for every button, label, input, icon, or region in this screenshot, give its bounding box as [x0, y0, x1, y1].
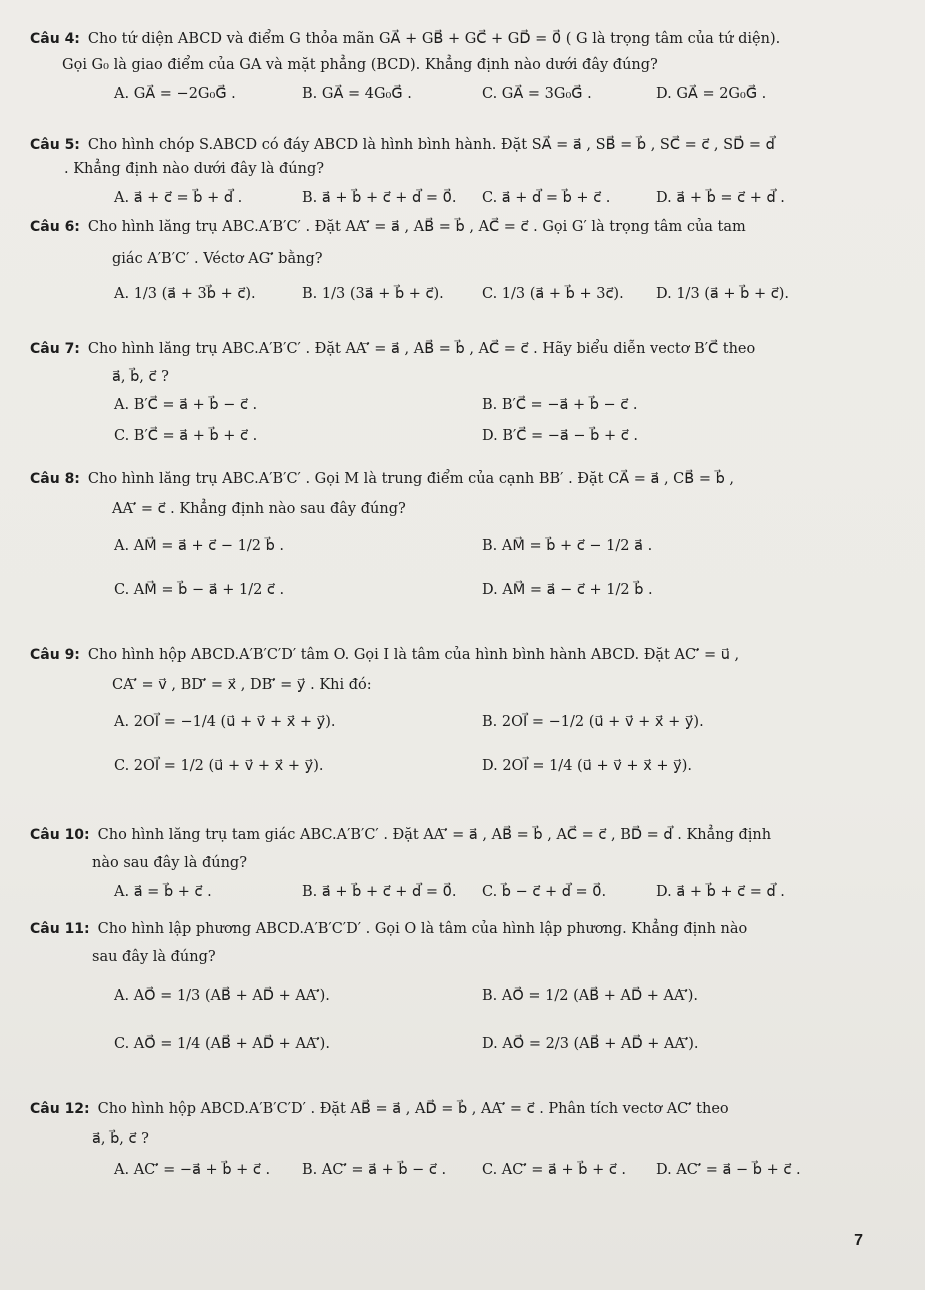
question-11: [30, 920, 897, 1057]
option-a[interactable]: A. AO⃗ = 1/3 (AB⃗ + AD⃗ + AA′⃗).: [114, 988, 330, 1005]
question-label: Câu 12:: [30, 1101, 90, 1117]
option-c[interactable]: C. 2OI⃗ = 1/2 (u⃗ + v⃗ + x⃗ + y⃗).: [114, 758, 324, 775]
option-d[interactable]: D. AO⃗ = 2/3 (AB⃗ + AD⃗ + AA′⃗).: [482, 1036, 699, 1053]
option-d[interactable]: D. AC′⃗ = a⃗ − b⃗ + c⃗ .: [656, 1162, 801, 1179]
question-stem: Cho hình lập phương ABCD.A′B′C′D′ . Gọi O là tâm của hình lập phương. Khẳng định nào: [97, 921, 748, 937]
option-b[interactable]: B. 1/3 (3a⃗ + b⃗ + c⃗).: [302, 286, 444, 303]
question-label: Câu 10:: [30, 827, 90, 843]
question-stem-continued: a⃗, b⃗, c⃗ ?: [92, 1130, 149, 1147]
option-b[interactable]: B. 2OI⃗ = −1/2 (u⃗ + v⃗ + x⃗ + y⃗).: [482, 714, 704, 731]
question-stem-continued: AA′⃗ = c⃗ . Khẳng định nào sau đây đúng?: [112, 500, 406, 517]
option-b[interactable]: B. AM⃗ = b⃗ + c⃗ − 1/2 a⃗ .: [482, 538, 653, 555]
question-stem-continued: . Khẳng định nào dưới đây là đúng?: [64, 160, 325, 177]
option-b[interactable]: B. a⃗ + b⃗ + c⃗ + d⃗ = 0⃗.: [302, 884, 457, 901]
option-c[interactable]: C. AC′⃗ = a⃗ + b⃗ + c⃗ .: [482, 1162, 627, 1179]
question-4: [30, 30, 897, 107]
option-b[interactable]: B. AO⃗ = 1/2 (AB⃗ + AD⃗ + AA′⃗).: [482, 988, 699, 1005]
option-d[interactable]: D. a⃗ + b⃗ + c⃗ = d⃗ .: [656, 884, 785, 901]
question-7: [30, 340, 897, 449]
option-b[interactable]: B. B′C⃗ = −a⃗ + b⃗ − c⃗ .: [482, 397, 638, 414]
question-stem: Cho hình lăng trụ ABC.A′B′C′ . Đặt AA′⃗ = a⃗ , AB⃗ = b⃗ , AC⃗ = c⃗ . Hãy biểu diễn vectơ B′C⃗ theo: [87, 341, 756, 357]
option-d[interactable]: D. 2OI⃗ = 1/4 (u⃗ + v⃗ + x⃗ + y⃗).: [482, 758, 692, 775]
option-c[interactable]: C. AM⃗ = b⃗ − a⃗ + 1/2 c⃗ .: [114, 582, 285, 599]
option-c[interactable]: C. AO⃗ = 1/4 (AB⃗ + AD⃗ + AA′⃗).: [114, 1036, 330, 1053]
option-b[interactable]: B. AC′⃗ = a⃗ + b⃗ − c⃗ .: [302, 1162, 447, 1179]
question-label: Câu 8:: [30, 471, 80, 487]
question-stem: Cho hình chóp S.ABCD có đáy ABCD là hình bình hành. Đặt SA⃗ = a⃗ , SB⃗ = b⃗ , SC⃗ = c⃗ , SD⃗ = d⃗: [87, 137, 775, 153]
question-stem: Cho hình lăng trụ ABC.A′B′C′ . Gọi M là trung điểm của cạnh BB′ . Đặt CA⃗ = a⃗ , CB⃗ = b⃗ ,: [87, 471, 735, 487]
question-stem: Cho tứ diện ABCD và điểm G thỏa mãn GA⃗ + GB⃗ + GC⃗ + GD⃗ = 0⃗ ( G là trọng tâm của tứ diện).: [87, 31, 781, 47]
question-stem: Cho hình hộp ABCD.A′B′C′D′ tâm O. Gọi I là tâm của hình bình hành ABCD. Đặt AC′⃗ = u⃗ ,: [87, 647, 740, 663]
question-6: [30, 218, 897, 307]
question-label: Câu 9:: [30, 647, 80, 663]
option-a[interactable]: A. AC′⃗ = −a⃗ + b⃗ + c⃗ .: [114, 1162, 271, 1179]
question-9: [30, 646, 897, 779]
question-5: [30, 136, 897, 211]
question-stem-continued: sau đây là đúng?: [92, 948, 216, 965]
question-stem-continued: nào sau đây là đúng?: [92, 854, 247, 871]
option-c[interactable]: C. a⃗ + d⃗ = b⃗ + c⃗ .: [482, 190, 611, 207]
option-b[interactable]: B. a⃗ + b⃗ + c⃗ + d⃗ = 0⃗.: [302, 190, 457, 207]
page-number: 7: [854, 1232, 863, 1249]
question-label: Câu 5:: [30, 137, 80, 153]
option-d[interactable]: D. B′C⃗ = −a⃗ − b⃗ + c⃗ .: [482, 428, 638, 445]
option-d[interactable]: D. 1/3 (a⃗ + b⃗ + c⃗).: [656, 286, 789, 303]
option-c[interactable]: C. b⃗ − c⃗ + d⃗ = 0⃗.: [482, 884, 607, 901]
question-label: Câu 7:: [30, 341, 80, 357]
question-label: Câu 4:: [30, 31, 80, 47]
option-c[interactable]: C. B′C⃗ = a⃗ + b⃗ + c⃗ .: [114, 428, 258, 445]
question-12: [30, 1100, 897, 1183]
option-c[interactable]: C. GA⃗ = 3G₀G⃗ .: [482, 86, 592, 103]
option-a[interactable]: A. 1/3 (a⃗ + 3b⃗ + c⃗).: [114, 286, 256, 303]
option-d[interactable]: D. a⃗ + b⃗ = c⃗ + d⃗ .: [656, 190, 785, 207]
option-c[interactable]: C. 1/3 (a⃗ + b⃗ + 3c⃗).: [482, 286, 624, 303]
option-a[interactable]: A. a⃗ = b⃗ + c⃗ .: [114, 884, 212, 901]
question-label: Câu 6:: [30, 219, 80, 235]
question-label: Câu 11:: [30, 921, 90, 937]
question-10: [30, 826, 897, 905]
option-d[interactable]: D. AM⃗ = a⃗ − c⃗ + 1/2 b⃗ .: [482, 582, 653, 599]
question-stem: Cho hình hộp ABCD.A′B′C′D′ . Đặt AB⃗ = a⃗ , AD⃗ = b⃗ , AA′⃗ = c⃗ . Phân tích vectơ AC′⃗ theo: [97, 1101, 729, 1117]
question-8: [30, 470, 897, 603]
question-stem-continued: CA′⃗ = v⃗ , BD′⃗ = x⃗ , DB′⃗ = y⃗ . Khi đó:: [112, 676, 372, 693]
option-a[interactable]: A. GA⃗ = −2G₀G⃗ .: [114, 86, 236, 103]
option-a[interactable]: A. 2OI⃗ = −1/4 (u⃗ + v⃗ + x⃗ + y⃗).: [114, 714, 336, 731]
option-d[interactable]: D. GA⃗ = 2G₀G⃗ .: [656, 86, 767, 103]
option-b[interactable]: B. GA⃗ = 4G₀G⃗ .: [302, 86, 412, 103]
question-stem-continued: giác A′B′C′ . Véctơ AG′⃗ bằng?: [112, 250, 323, 267]
question-stem: Cho hình lăng trụ tam giác ABC.A′B′C′ . Đặt AA′⃗ = a⃗ , AB⃗ = b⃗ , AC⃗ = c⃗ , BD⃗ = d⃗ . Khẳng định: [97, 827, 772, 843]
question-stem-continued: Gọi G₀ là giao điểm của GA và mặt phẳng (BCD). Khẳng định nào dưới đây đúng?: [62, 56, 658, 73]
option-a[interactable]: A. B′C⃗ = a⃗ + b⃗ − c⃗ .: [114, 397, 258, 414]
option-a[interactable]: A. a⃗ + c⃗ = b⃗ + d⃗ .: [114, 190, 243, 207]
option-a[interactable]: A. AM⃗ = a⃗ + c⃗ − 1/2 b⃗ .: [114, 538, 284, 555]
question-stem: Cho hình lăng trụ ABC.A′B′C′ . Đặt AA′⃗ = a⃗ , AB⃗ = b⃗ , AC⃗ = c⃗ . Gọi G′ là trọng tâm của tam: [87, 219, 746, 235]
question-stem-continued: a⃗, b⃗, c⃗ ?: [112, 368, 169, 385]
